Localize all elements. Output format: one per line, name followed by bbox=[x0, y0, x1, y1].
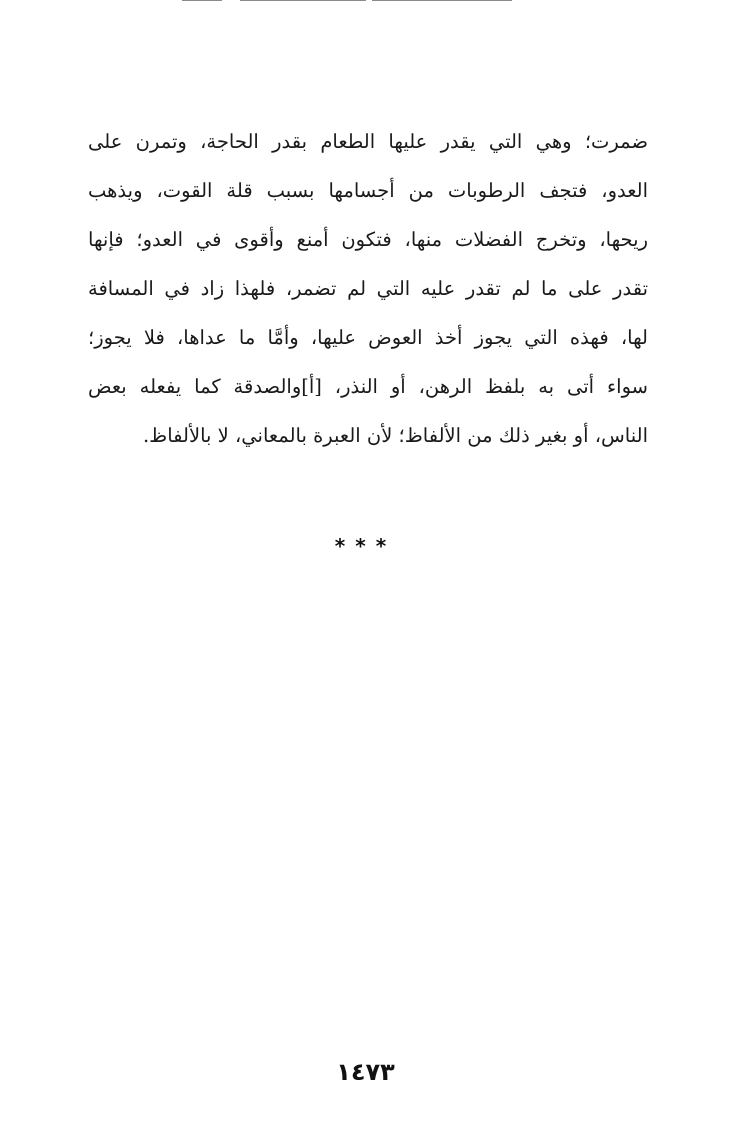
text-line-5: لها، فهذه التي يجوز أخذ العوض عليها، وأمَّا ما عداها، فلا يجوز؛ bbox=[88, 326, 648, 349]
text-line-2: العدو، فتجف الرطوبات من أجسامها بسبب قلة القوت، ويذهب bbox=[88, 179, 648, 202]
text-line-1: ضمرت؛ وهي التي يقدر عليها الطعام بقدر الحاجة، وتمرن على bbox=[88, 130, 648, 153]
section-separator: *** bbox=[334, 534, 397, 558]
page-number: ١٤٧٣ bbox=[336, 1058, 395, 1086]
top-rule-left bbox=[182, 0, 222, 1]
text-line-7: الناس، أو بغير ذلك من الألفاظ؛ لأن العبرة بالمعاني، لا بالألفاظ. bbox=[142, 424, 648, 447]
text-line-4: تقدر على ما لم تقدر عليه التي لم تضمر، فلهذا زاد في المسافة bbox=[88, 277, 648, 300]
text-line-6: سواء أتى به بلفظ الرهن، أو النذر، [أ]والصدقة كما يفعله بعض bbox=[88, 375, 648, 398]
text-line-3: ريحها، وتخرج الفضلات منها، فتكون أمنع وأقوى في العدو؛ فإنها bbox=[88, 228, 648, 251]
body-text bbox=[88, 122, 648, 465]
top-rule-middle bbox=[240, 0, 366, 1]
top-rule-right bbox=[372, 0, 512, 1]
